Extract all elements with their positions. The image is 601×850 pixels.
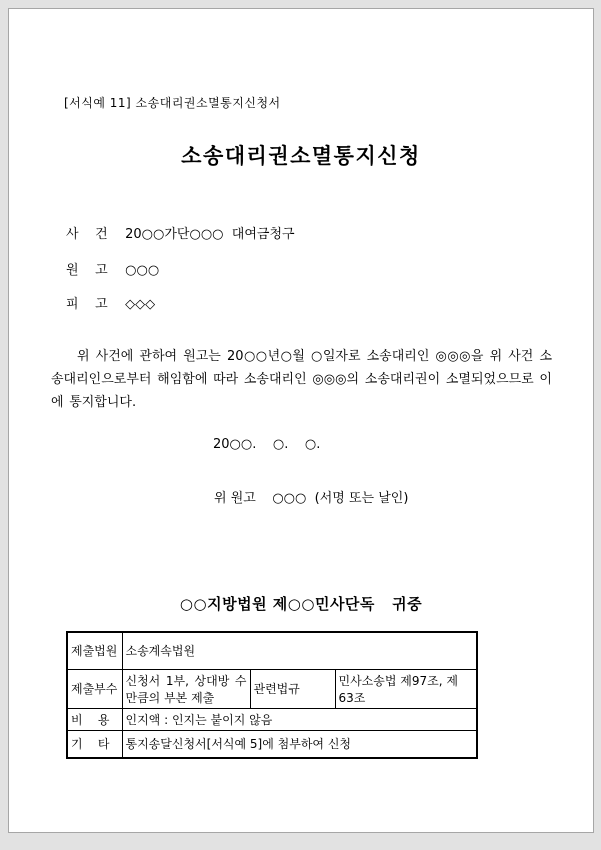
filing-court-value: 소송계속법원: [122, 632, 477, 669]
copies-value: 신청서 1부, 상대방 수만큼의 부본 제출: [122, 669, 250, 708]
date-line: 20○○. ○. ○.: [213, 437, 321, 452]
table-row-copies-and-statute: [67, 669, 477, 708]
signature-line: 위 원고 ○○○ (서명 또는 날인): [214, 491, 409, 506]
defendant-label: 피 고: [66, 297, 108, 312]
cost-value: 인지액 : 인지는 붙이지 않음: [122, 708, 477, 730]
document-page: [8, 8, 594, 833]
table-row-filing-court: [67, 632, 477, 669]
defendant-value: ◇◇◇: [125, 297, 156, 312]
plaintiff-row: [66, 259, 159, 278]
etc-label: 기 타: [67, 730, 122, 758]
copies-label: 제출부수: [67, 669, 122, 708]
statute-label: 관련법규: [250, 669, 335, 708]
table-row-cost: [67, 708, 477, 730]
case-number-row: [66, 223, 295, 242]
table-row-etc: [67, 730, 477, 758]
plaintiff-label: 원 고: [66, 263, 108, 278]
filing-court-label: 제출법원: [67, 632, 122, 669]
court-address-line: ○○지방법원 제○○민사단독 귀중: [179, 595, 423, 613]
statute-value: 민사소송법 제97조, 제63조: [335, 669, 477, 708]
etc-value: 통지송달신청서[서식예 5]에 첨부하여 신청: [122, 730, 477, 758]
case-number-label: 사 건: [66, 227, 108, 242]
filing-info-table: [66, 631, 478, 759]
document-title: 소송대리권소멸통지신청: [181, 144, 421, 168]
form-reference-label: [서식예 11] 소송대리권소멸통지신청서: [64, 96, 281, 110]
cost-label: 비 용: [67, 708, 122, 730]
defendant-row: [66, 293, 155, 312]
plaintiff-value: ○○○: [125, 263, 160, 278]
notice-body-paragraph: 위 사건에 관하여 원고는 20○○년○월 ○일자로 소송대리인 ◎◎◎을 위 사건 소송대리인으로부터 해임함에 따라 소송대리인 ◎◎◎의 소송대리권이 소멸되었으므로 이에 통지합니다.: [51, 349, 552, 410]
case-number-value: 20○○가단○○○ 대여금청구: [125, 227, 295, 242]
